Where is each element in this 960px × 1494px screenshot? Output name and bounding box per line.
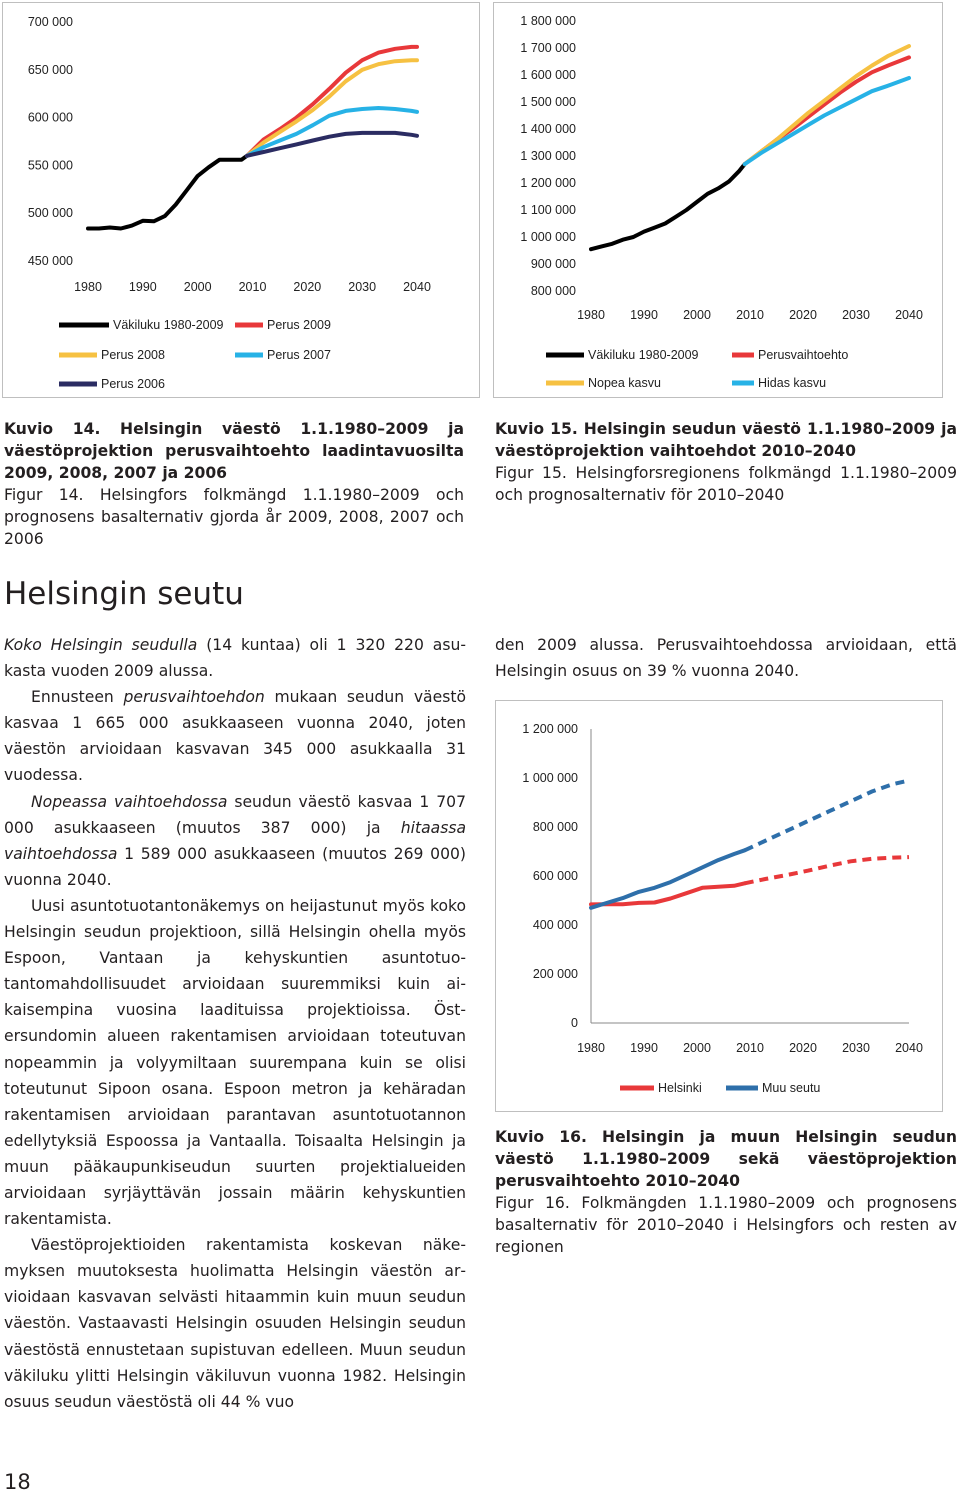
y-tick-label: 200 000 xyxy=(532,967,578,981)
x-tick-label: 2030 xyxy=(842,308,870,322)
figure-14-caption-fi: Kuvio 14. Helsingin väestö 1.1.1980–2009 ja väestöprojektion perusvaihtoehto laadintavuosilta 2009, 2008, 2007 ja 2006 xyxy=(4,420,464,482)
section-heading: Helsingin seutu xyxy=(4,576,244,612)
x-tick-label: 2020 xyxy=(789,308,817,322)
y-tick-label: 1 300 000 xyxy=(520,149,576,163)
figure-16-caption xyxy=(495,1126,957,1258)
y-tick-label: 1 100 000 xyxy=(520,203,576,217)
chart-16-svg xyxy=(496,701,942,1111)
y-tick-label: 450 000 xyxy=(27,254,73,268)
x-tick-label: 2010 xyxy=(238,280,267,294)
y-tick-label: 1 200 000 xyxy=(522,722,578,736)
y-tick-label: 1 200 000 xyxy=(520,176,576,190)
legend-label: Väkiluku 1980-2009 xyxy=(588,348,699,362)
figure-15-caption-fi: Kuvio 15. Helsingin seudun väestö 1.1.1980–2009 ja väestöprojektion vaihtoehdot 2010–2040 xyxy=(495,420,957,460)
chart-16 xyxy=(495,700,943,1112)
y-tick-label: 700 000 xyxy=(27,15,73,29)
legend-label: Väkiluku 1980-2009 xyxy=(113,318,224,332)
x-tick-label: 1990 xyxy=(630,308,658,322)
x-tick-label: 1980 xyxy=(74,280,102,294)
chart-15-svg xyxy=(494,3,942,397)
figure-14-caption-sv: Figur 14. Helsingfors folkmängd 1.1.1980–2009 och prognosens basalternativ gjorda år 2009, 2008, 2007 och 2006 xyxy=(4,486,464,548)
x-tick-label: 2040 xyxy=(895,1041,923,1055)
figure-14-caption xyxy=(4,418,464,550)
legend-label: Perus 2008 xyxy=(101,348,165,362)
body-paragraph-3: Nopeassa vaihtoehdossa seudun väestö kasvaa 1 707 000 asukkaaseen (muutos 387 000) ja hitaassa vaihtoehdossa 1 589 000 asukkaaseen (muutos 269 000) vuonna 2040. xyxy=(4,792,467,889)
x-tick-label: 1990 xyxy=(128,280,157,294)
y-tick-label: 600 000 xyxy=(27,110,73,125)
y-tick-label: 900 000 xyxy=(530,257,576,271)
series-line xyxy=(88,156,247,229)
x-tick-label: 2020 xyxy=(293,280,322,294)
x-tick-label: 2000 xyxy=(683,308,711,322)
series-projection-line xyxy=(745,857,909,883)
y-tick-label: 800 000 xyxy=(532,820,578,834)
x-tick-label: 2040 xyxy=(403,280,431,294)
y-tick-label: 1 000 000 xyxy=(520,230,576,244)
x-tick-label: 2030 xyxy=(842,1041,870,1055)
page-number: 18 xyxy=(4,1470,31,1494)
y-tick-label: 500 000 xyxy=(27,206,73,221)
figure-15-caption-sv: Figur 15. Helsingforsregionens folkmängd 1.1.1980–2009 och prognosalternativ för 2010–2040 xyxy=(495,464,957,504)
x-tick-label: 2010 xyxy=(736,308,764,322)
y-tick-label: 400 000 xyxy=(532,918,578,932)
x-tick-label: 2000 xyxy=(683,1041,711,1055)
body-left xyxy=(4,632,466,1415)
series-line xyxy=(591,164,745,249)
y-tick-label: 1 000 000 xyxy=(522,771,578,785)
legend-label: Perus 2009 xyxy=(267,318,331,332)
y-tick-label: 800 000 xyxy=(530,284,576,298)
legend-label: Nopea kasvu xyxy=(588,376,661,390)
body-paragraph-1: Koko Helsingin seudulla (14 kuntaa) oli 1 320 220 asukasta vuoden 2009 alussa. xyxy=(4,636,467,681)
x-tick-label: 1980 xyxy=(577,308,605,322)
x-tick-label: 2000 xyxy=(183,280,212,294)
figure-16-caption-sv: Figur 16. Folkmängden 1.1.1980–2009 och prognosens basalternativ för 2010–2040 i Helsingfors och resten av regionen xyxy=(495,1194,957,1256)
y-tick-label: 1 400 000 xyxy=(520,122,576,136)
y-tick-label: 550 000 xyxy=(27,158,73,173)
x-tick-label: 1980 xyxy=(577,1041,605,1055)
legend-label: Perus 2007 xyxy=(267,348,331,362)
y-tick-label: 1 600 000 xyxy=(520,68,576,82)
body-paragraph-6: den 2009 alussa. Perusvaihtoehdossa arvioidaan, että Helsingin osuus on 39 % vuonna 2040. xyxy=(495,636,957,681)
figure-15-caption xyxy=(495,418,957,506)
x-tick-label: 2020 xyxy=(789,1041,817,1055)
y-tick-label: 1 800 000 xyxy=(520,14,576,28)
series-projection-line xyxy=(745,781,909,851)
figure-16-caption-fi: Kuvio 16. Helsingin ja muun Helsingin seudun väestö 1.1.1980–2009 sekä väestöprojektion perusvaihtoehto 2010–2040 xyxy=(495,1128,957,1190)
x-tick-label: 1990 xyxy=(630,1041,658,1055)
chart-14-svg xyxy=(3,3,479,397)
chart-14 xyxy=(2,2,480,398)
body-paragraph-4: Uusi asuntotuotantonäkemys on heijastunut myös koko Helsingin seudun projektioon, sillä Helsingin ohella myös Espoon, Vantaan ja kehyskuntien asuntotuotantomahdollisuudet arvioidaan suuremmiksi kuin aikaisempina vuosina laadituissa projektioissa. Östersundomin alueen rakentamisen arvioidaan toteutuvan nopeammin ja volyymiltaan suurempana kuin se olisi toteutunut Sipoon osana. Espoon metron ja kehäradan rakentamisen arvioidaan parantavan asuntotuotannon edellytyksiä Espoossa ja Vantaalla. Toisaalta Helsingin ja muun pääkaupunkiseudun suurten projektialueiden arvioidaan syrjäyttävän jossain määrin kehyskuntien rakentamista. xyxy=(4,896,466,1229)
body-paragraph-2: Ennusteen perusvaihtoehdon mukaan seudun väestö kasvaa 1 665 000 asukkaaseen vuonna 2040, joten väestön arvioidaan kasvavan 345 000 asukkaalla 31 vuodessa. xyxy=(4,688,466,785)
y-tick-label: 650 000 xyxy=(27,62,73,77)
body-right xyxy=(495,632,957,684)
x-tick-label: 2040 xyxy=(895,308,923,322)
legend-label: Perusvaihtoehto xyxy=(758,348,849,362)
series-line xyxy=(745,78,909,164)
body-paragraph-5: Väestöprojektioiden rakentamista koskevan näkemyksen muutoksesta huolimatta Helsingin väestön arvioidaan kasvavan selvästi hitaammin kuin muun seudun väestön. Vastaavasti Helsingin osuuden Helsingin seudun väestöstä ennustetaan supistuvan edelleen. Muun seudun väkiluku ylitti Helsingin väkiluvun vuonna 1982. Helsingin osuus seudun väestöstä oli 44 % vuo xyxy=(4,1236,466,1411)
legend-label: Hidas kasvu xyxy=(758,376,827,390)
legend-label: Helsinki xyxy=(658,1081,702,1095)
chart-15 xyxy=(493,2,943,398)
legend-label: Perus 2006 xyxy=(101,377,165,391)
y-tick-label: 0 xyxy=(571,1016,578,1030)
y-tick-label: 600 000 xyxy=(532,869,578,883)
y-tick-label: 1 500 000 xyxy=(520,95,576,109)
x-tick-label: 2010 xyxy=(736,1041,764,1055)
x-tick-label: 2030 xyxy=(348,280,377,294)
y-tick-label: 1 700 000 xyxy=(520,41,576,55)
legend-label: Muu seutu xyxy=(762,1081,821,1095)
